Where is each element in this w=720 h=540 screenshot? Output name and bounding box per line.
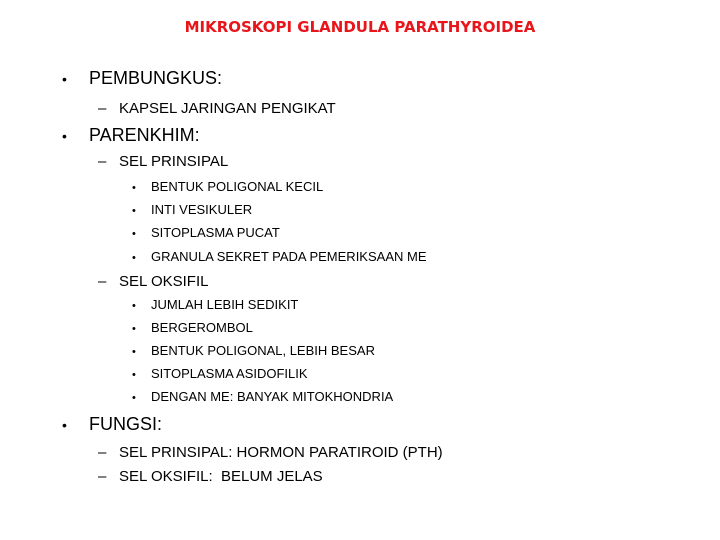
- dash: –: [98, 273, 107, 290]
- item-text: KAPSEL JARINGAN PENGIKAT: [119, 100, 336, 117]
- list-item: [98, 444, 443, 461]
- sub-list-item: [132, 202, 252, 217]
- bullet: •: [132, 300, 136, 312]
- bullet: •: [132, 182, 136, 194]
- list-item: [98, 100, 336, 117]
- sub-list-item: [132, 389, 393, 404]
- bullet: •: [132, 369, 136, 381]
- bullet: •: [132, 323, 136, 335]
- sub-item-text: SITOPLASMA PUCAT: [151, 225, 280, 240]
- sub-item-text: BERGEROMBOL: [151, 320, 253, 335]
- item-text: SEL PRINSIPAL: [119, 153, 229, 170]
- sub-list-item: [132, 297, 298, 312]
- section-parenkhim: [62, 125, 200, 146]
- list-item: [98, 468, 323, 485]
- sub-list-item: [132, 225, 280, 240]
- sub-item-text: DENGAN ME: BANYAK MITOKHONDRIA: [151, 389, 394, 404]
- section-heading: FUNGSI:: [89, 414, 163, 434]
- item-text: SEL OKSIFIL: [119, 273, 209, 290]
- section-heading: PARENKHIM:: [89, 125, 200, 145]
- sub-list-item: [132, 366, 308, 381]
- list-item: [98, 153, 228, 170]
- sub-list-item: [132, 343, 375, 358]
- sub-item-text: INTI VESIKULER: [151, 202, 253, 217]
- item-text: SEL PRINSIPAL: HORMON PARATIROID (PTH): [119, 444, 443, 461]
- bullet: •: [132, 252, 136, 264]
- list-item: [98, 273, 208, 290]
- item-text: SEL OKSIFIL: BELUM JELAS: [119, 468, 323, 485]
- bullet: •: [132, 205, 136, 217]
- sub-item-text: BENTUK POLIGONAL KECIL: [151, 179, 324, 194]
- sub-item-text: SITOPLASMA ASIDOFILIK: [151, 366, 308, 381]
- bullet: •: [132, 346, 136, 358]
- sub-item-text: BENTUK POLIGONAL, LEBIH BESAR: [151, 343, 375, 358]
- sub-item-text: GRANULA SEKRET PADA PEMERIKSAAN ME: [151, 249, 427, 264]
- section-heading: PEMBUNGKUS:: [89, 68, 223, 88]
- dash: –: [98, 468, 107, 485]
- dash: –: [98, 100, 107, 117]
- section-fungsi: [62, 414, 162, 435]
- section-pembungkus: [62, 68, 222, 89]
- slide-title: MIKROSKOPI GLANDULA PARATHYROIDEA: [184, 18, 536, 36]
- dash: –: [98, 153, 107, 170]
- sub-list-item: [132, 320, 253, 335]
- bullet: •: [62, 71, 67, 87]
- bullet: •: [62, 128, 67, 144]
- bullet: •: [132, 228, 136, 240]
- bullet: •: [132, 392, 136, 404]
- sub-item-text: JUMLAH LEBIH SEDIKIT: [151, 297, 299, 312]
- dash: –: [98, 444, 107, 461]
- bullet: •: [62, 417, 67, 433]
- sub-list-item: [132, 249, 427, 264]
- sub-list-item: [132, 179, 323, 194]
